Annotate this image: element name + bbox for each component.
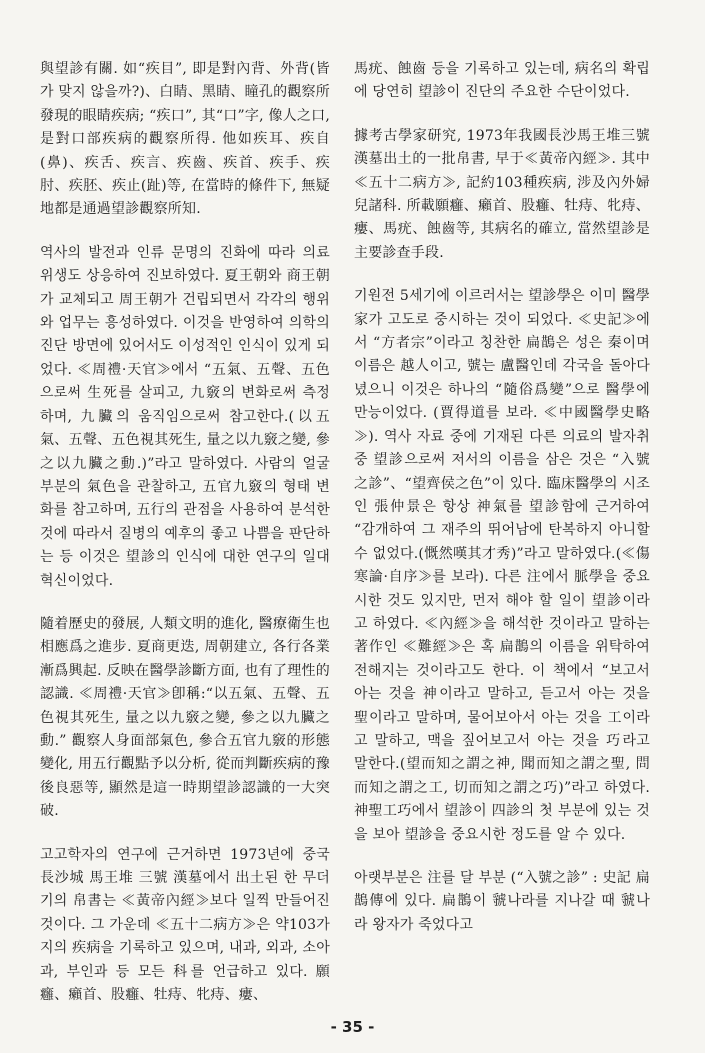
paragraph-korean-zhouli: 역사의 발전과 인류 문명의 진화에 따라 의료 위생도 상응하여 진보하였다. 夏王朝와 商王朝가 교체되고 周王朝가 건립되면서 각각의 행위와 업무는 흥성하였다. 이것을 반영하여 의학의 진단 방면에 있어서도 이성적인 인식이 있게 되었다. ≪周禮·天官≫에서 “五氣、五聲、五色으로써 生死를 살피고, 九竅의 변화로써 측정하며, 九臟의 움직임으로써 참고한다.(以五氣、五聲、五色視其死生, 量之以九竅之變, 參之以九臟之動.)”라고 말하였다. 사람의 얼굴 부분의 氣色을 관찰하고, 五官九竅의 형태 변화를 참고하며, 五行의 관점을 사용하여 분석한 것에 따라서 질병의 예후의 좋고 나쁨을 판단하는 등 이것은 望診의 인식에 대한 연구의 일대 혁신이었다. xyxy=(40,244,330,589)
paragraph-footnote: 아랫부분은 注를 달 부분 (“入號之診” : 史記 扁鵲傳에 있다. 扁鵲이 虢나라를 지나갈 때 虢나라 왕자가 죽었다고 xyxy=(354,870,650,933)
paragraph-chinese-diseases: 與望診有關. 如“疾目”, 即是對內背、外背(皆가 맞지 않을까?)、白睛、黑睛、瞳孔的觀察所發現的眼睛疾病; “疾口”, 其“口”字, 像人之口, 是對口部疾病的觀察所得. 他如疾耳、疾自(鼻)、疾舌、疾言、疾齒、疾首、疾手、疾肘、疾胚、疾止(趾)等, 在當時的條件下, 無疑地都是通過望診觀察所知. xyxy=(40,61,330,218)
paragraph-korean-continuation: 馬疣、蝕齒 등을 기록하고 있는데, 病名의 확립에 당연히 望診이 진단의 주요한 수단이었다. xyxy=(354,61,650,101)
left-column xyxy=(40,58,330,1027)
paragraph-korean-mawangdui: 고고학자의 연구에 근거하면 1973년에 중국 長沙城 馬王堆 三號 漢墓에서 出土된 한 무더기의 帛書는 ≪黃帝內經≫보다 일찍 만들어진 것이다. 그 가운데 ≪五十二病方≫은 약103가지의 疾病을 기록하고 있으며, 내과, 외과, 소아과, 부인과 등 모든 科를 언급하고 있다. 願癰、癩首、股癰、牡痔、牝痔、瘻、 xyxy=(40,846,330,1004)
page-number: - 35 - xyxy=(330,1018,375,1036)
paragraph-korean-bianque: 기원전 5세기에 이르러서는 望診學은 이미 醫學家가 고도로 중시하는 것이 되었다. ≪史記≫에서 “方者宗”이라고 칭찬한 扁鵲은 성은 秦이며 이름은 越人이고, 號는 盧醫인데 각국을 돌아다녔으니 이것은 하나의 “隨俗爲變”으로 醫學에 만능이었다. (賈得道를 보라. ≪中國醫學史略≫). 역사 자료 중에 기재된 다른 의료의 발자취 중 望診으로써 저서의 이름을 삼은 것은 “入號之診”、“望齊侯之色”이 있다. 臨床醫學의 시조인 張仲景은 항상 神氣를 望診함에 근거하여 “감개하여 그 재주의 뛰어남에 탄복하지 아니할 수 없었다.(慨然嘆其才秀)”라고 말하였다.(≪傷寒論·自序≫를 보라). 다른 注에서 脈學을 중요시한 것도 있지만, 먼저 해야 할 일이 望診이라고 하였다. ≪內經≫을 해석한 것이라고 말하는 著作인 ≪難經≫은 혹 扁鵲의 이름을 위탁하여 전해지는 것이라고도 한다. 이 책에서 “보고서 아는 것을 神이라고 말하고, 듣고서 아는 것을 聖이라고 말하며, 물어보아서 아는 것을 工이라고 말하고, 맥을 짚어보고서 아는 것을 巧라고 말한다.(望而知之謂之神, 聞而知之謂之聖, 問而知之謂之工, 切而知之謂之巧)”라고 하였다. 神聖工巧에서 望診이 四診의 첫 부분에 있는 것을 보아 望診을 중요시한 정도를 알 수 있다. xyxy=(354,288,650,843)
right-column xyxy=(354,58,650,957)
paragraph-chinese-mawangdui: 據考古學家研究, 1973年我國長沙馬王堆三號漢墓出土的一批帛書, 早于≪黃帝內經≫. 其中≪五十二病方≫, 記約103種疾病, 涉及內外婦兒諸科. 所載願癰、癩首、股癰、牡痔、牝痔、瘻、馬疣、蝕齒等, 其病名的確立, 當然望診是主要診查手段. xyxy=(354,127,650,261)
paragraph-chinese-zhouli: 隨着歷史的發展, 人類文明的進化, 醫療衛生也相應爲之進步. 夏商更迭, 周朝建立, 各行各業漸爲興起. 反映在醫學診斷方面, 也有了理性的認識. ≪周禮·天官≫卽稱:“以五氣、五聲、五色視其死生, 量之以九竅之變, 參之以九臟之動.” 觀察人身面部氣色, 參合五官九竅的形態變化, 用五行觀點予以分析, 從而判斷疾病的豫後良惡等, 顯然是這一時期望診認識的一大突破. xyxy=(40,615,330,820)
